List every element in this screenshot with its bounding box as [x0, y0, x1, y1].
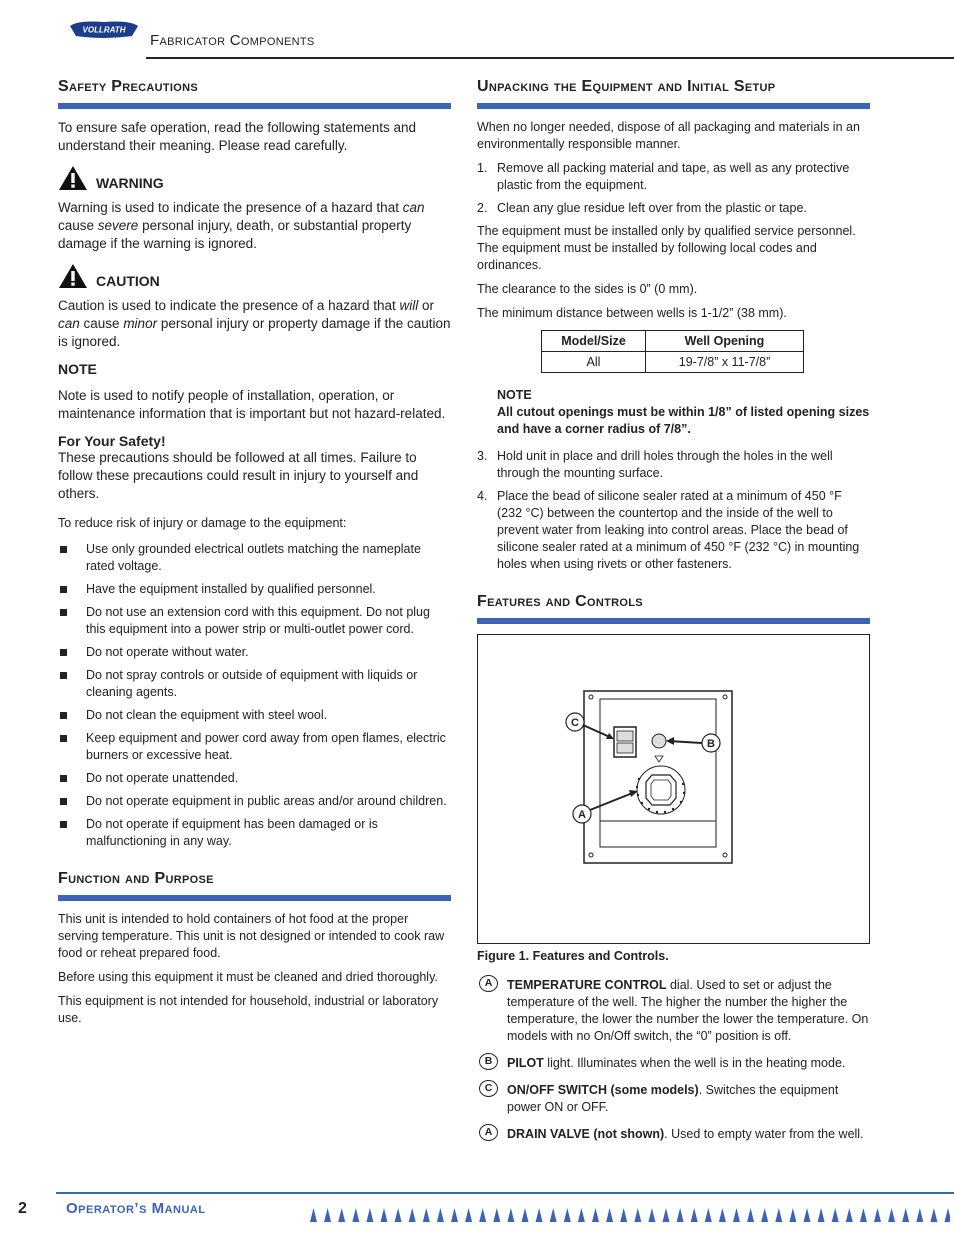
svg-text:A: A	[578, 809, 586, 821]
list-item: 4. Place the bead of silicone sealer rated at a minimum of 450 °F (232 °C) between the countertop and the inside of the well to prevent water from leaking into control areas. Place the bead of silicone sealer rated at a minimum of 450 °F (232 °C) in mounting holes when using rivets or other fasteners.	[477, 489, 860, 571]
list-item: 1. Remove all packing material and tape, as well as any protective plastic from the equipment.	[477, 161, 850, 192]
features-heading: Features and Controls	[477, 593, 870, 624]
reduce-risk-text: To reduce risk of injury or damage to the equipment:	[58, 516, 347, 530]
your-safety-label: For Your Safety!	[58, 433, 166, 449]
list-item: Keep equipment and power cord away from open flames, electric burners or excessive heat.	[58, 730, 451, 764]
table-row	[542, 352, 804, 373]
footer-title: Operator’s Manual	[66, 1200, 206, 1217]
list-item: 2. Clean any glue residue left over from the plastic or tape.	[477, 201, 807, 215]
warning-triangle-icon	[58, 165, 88, 191]
page-header	[0, 0, 954, 62]
caution-text: Caution is used to indicate the presence of a hazard that will or can cause minor personal injury or property damage if the caution is ignored.	[58, 298, 451, 349]
opening-table	[541, 330, 804, 373]
function-p1: This unit is intended to hold containers of hot food at the proper serving temperature. This unit is not designed or intended to cook raw food or reheat prepared food.	[58, 912, 445, 960]
list-item: Do not operate equipment in public areas and/or around children.	[58, 793, 451, 810]
left-column	[58, 78, 451, 1037]
safety-intro: To ensure safe operation, read the following statements and understand their meaning. Please read carefully.	[58, 120, 416, 153]
list-item: Do not use an extension cord with this equipment. Do not plug this equipment into a power strip or multi-outlet power cord.	[58, 604, 451, 638]
table-header: Well Opening	[646, 331, 804, 352]
note-text: Note is used to notify people of installation, operation, or maintenance information that is important but not hazard-related.	[58, 388, 446, 421]
figure-caption: Figure 1. Features and Controls.	[477, 949, 669, 963]
callout-badge: B	[479, 1053, 498, 1070]
note-text: All cutout openings must be within 1/8” of listed opening sizes and have a corner radius of 7/8”.	[497, 405, 870, 436]
table-header: Model/Size	[542, 331, 646, 352]
footer-arrow-pattern	[308, 1206, 950, 1224]
warning-label: WARNING	[96, 175, 164, 191]
footer-divider	[56, 1192, 954, 1194]
svg-text:B: B	[707, 738, 715, 750]
legend-item: B PILOT light. Illuminates when the well is in the heating mode.	[477, 1055, 870, 1072]
caution-label: CAUTION	[96, 273, 160, 289]
callout-badge: A	[479, 1124, 498, 1141]
onoff-switch	[614, 727, 636, 757]
cutout-note	[497, 387, 870, 438]
features-figure	[477, 634, 870, 944]
list-item: Have the equipment installed by qualified personnel.	[58, 581, 451, 598]
table-cell: All	[542, 352, 646, 373]
function-heading: Function and Purpose	[58, 870, 451, 901]
warning-text: Warning is used to indicate the presence of a hazard that can cause severe personal injury, death, or substantial property damage if the warning is ignored.	[58, 200, 425, 251]
callout-badge: A	[479, 975, 498, 992]
callout-badge: C	[479, 1080, 498, 1097]
list-item: 3. Hold unit in place and drill holes through the holes in the well through the mounting surface.	[477, 449, 833, 480]
unpacking-steps-1	[477, 160, 870, 217]
caution-label-row	[58, 263, 451, 289]
function-p2: Before using this equipment it must be cleaned and dried thoroughly.	[58, 970, 438, 984]
header-divider	[146, 57, 954, 59]
caution-triangle-icon	[58, 263, 88, 289]
warning-label-row	[58, 165, 451, 191]
clearance-text: The clearance to the sides is 0” (0 mm).	[477, 282, 698, 296]
note-label: NOTE	[497, 388, 532, 402]
unpacking-heading: Unpacking the Equipment and Initial Setup	[477, 78, 870, 109]
list-item: Do not operate unattended.	[58, 770, 451, 787]
legend-item: A DRAIN VALVE (not shown). Used to empty water from the well.	[477, 1126, 870, 1143]
your-safety-text: These precautions should be followed at all times. Failure to follow these precautions could result in injury to yourself and others.	[58, 450, 419, 501]
note-label: NOTE	[58, 361, 97, 377]
safety-heading: Safety Precautions	[58, 78, 451, 109]
list-item: Do not operate if equipment has been damaged or is malfunctioning in any way.	[58, 816, 451, 850]
unpacking-steps-2	[477, 448, 870, 573]
function-p3: This equipment is not intended for household, industrial or laboratory use.	[58, 994, 439, 1025]
list-item: Use only grounded electrical outlets matching the nameplate rated voltage.	[58, 541, 451, 575]
unpacking-intro: When no longer needed, dispose of all packaging and materials in an environmentally responsible manner.	[477, 120, 860, 151]
list-item: Do not operate without water.	[58, 644, 451, 661]
page-footer	[0, 1188, 954, 1235]
safety-bullet-list	[58, 541, 451, 850]
table-cell: 19-7/8” x 11-7/8”	[646, 352, 804, 373]
distance-text: The minimum distance between wells is 1-1/2” (38 mm).	[477, 306, 787, 320]
legend-item: C ON/OFF SWITCH (some models). Switches the equipment power ON or OFF.	[477, 1082, 870, 1116]
pilot-light	[652, 734, 666, 748]
right-column	[477, 78, 870, 1153]
list-item: Do not spray controls or outside of equipment with liquids or cleaning agents.	[58, 667, 451, 701]
svg-text:VOLLRATH: VOLLRATH	[82, 25, 126, 35]
installed-text: The equipment must be installed only by qualified service personnel. The equipment must be installed by following local codes and ordinances.	[477, 224, 856, 272]
header-title: Fabricator Components	[150, 32, 315, 49]
vollrath-logo	[68, 18, 140, 42]
temperature-dial	[636, 766, 685, 814]
control-panel-illustration	[478, 635, 869, 943]
svg-text:C: C	[571, 717, 579, 729]
legend-item: A TEMPERATURE CONTROL dial. Used to set or adjust the temperature of the well. The higher the number the higher the temperature, the lower the number the lower the temperature. On models with no On/Off switch, the “0” position is off.	[477, 977, 870, 1045]
list-item: Do not clean the equipment with steel wool.	[58, 707, 451, 724]
table-header-row	[542, 331, 804, 352]
page-number: 2	[18, 1200, 27, 1217]
